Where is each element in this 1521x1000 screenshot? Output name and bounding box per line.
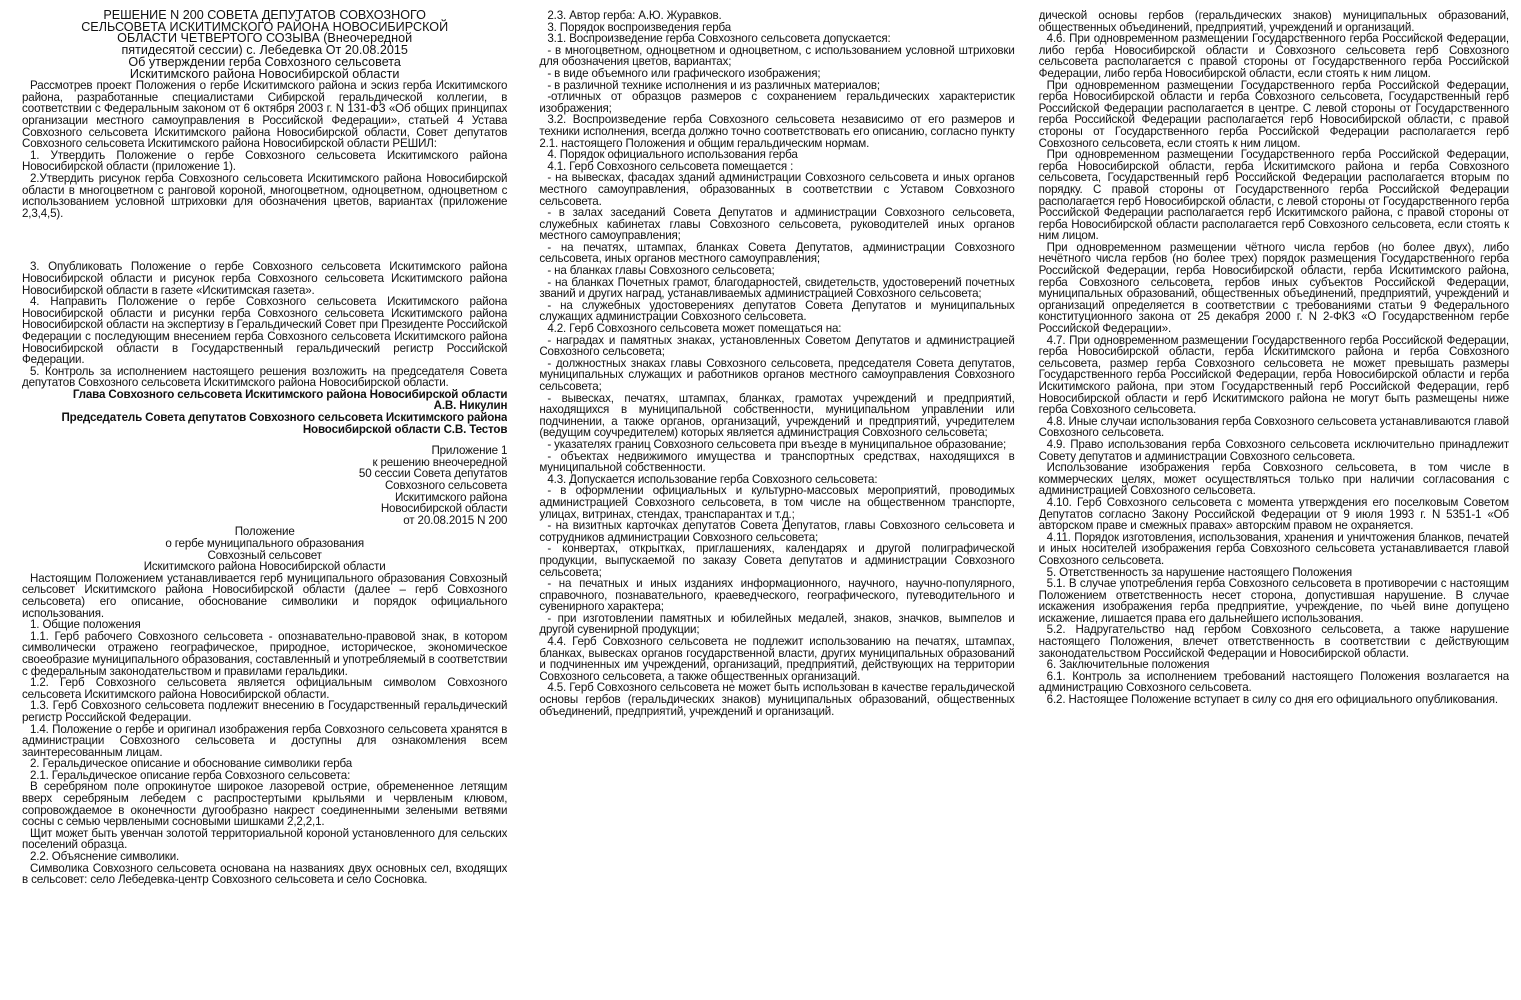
body-paragraph: 2.3. Автор герба: А.Ю. Журавков. <box>547 10 722 22</box>
column-1 <box>22 10 507 995</box>
body-paragraph: Щит может быть увенчан золотой территориальной короной установленного для сельских поселений образца. <box>22 826 508 852</box>
list-item: - в виде объемного или графического изображения; <box>547 66 821 80</box>
section-title: 1. Общие положения <box>30 618 141 632</box>
heading-line: пятидесятой сессии) с. Лебедевка От 20.08.2015 <box>121 43 408 58</box>
decision-item: 5. Контроль за исполнением настоящего решения возложить на председателя Совета депутатов Совхозного сельсовета Искитимского района Новосибирской области. <box>22 364 508 390</box>
appendix-line: от 20.08.2015 N 200 <box>403 513 508 527</box>
preamble: Рассмотрев проект Положения о гербе Искитимского района и эскиз герба Искитимского района, разработанные специалистами Сибирской геральдической коллегии, в соответствии с Федеральным законом от 6 октября 2003 г. N 131-ФЗ «Об общих принципах организации местного самоуправления в Российской Федерации», статьей 4 Устава Совхозного сельсовета Искитимского района Новосибирской области, Совет депутатов Совхозного сельсовета Искитимского района Новосибирской области РЕШИЛ: <box>22 79 508 151</box>
heading-line: СЕЛЬСОВЕТА ИСКИТИМСКОГО РАЙОНА НОВОСИБИРСКОЙ <box>81 19 449 34</box>
signature-line: А.В. Никулин <box>433 399 508 413</box>
list-item: - вывесках, печатях, штампах, бланках, грамотах учреждений и предприятий, находящихся в муниципальной собственности, муниципальном управлении или подчинении, а также органов, организаций, учреждений и предприятий, учредителем (ведущим соучредителем) которых является администрация Совхозного сельсовета; <box>539 391 1015 440</box>
heading-line: Искитимского района Новосибирской области <box>129 66 400 81</box>
body-paragraph: Настоящим Положением устанавливается герб муниципального образования Совхозный сельсовет Искитимского района Новосибирской области (далее – герб Совхозного сельсовета) его описание, обоснование символики и порядок официального использования. <box>22 571 508 620</box>
section-title: 6. Заключительные положения <box>1046 658 1210 672</box>
body-paragraph: 4.7. При одновременном размещении Государственного герба Российской Федерации, герба Новосибирской области, герба Искитимского района и герба Совхозного сельсовета, размер герба Совхозного сельсовета не может превышать размеры Государственного герба Российской Федерации, герба Новосибирской области и герба Искитимского района, при этом Государственный герб Российской Федерации, герб Новосибирской области и герб Искитимского района не могут быть размещены ниже герба Совхозного сельсовета. <box>1038 333 1509 417</box>
list-item: - в многоцветном, одноцветном и одноцветном, с использованием условной штриховки для обозначения цветов, вариантах; <box>539 43 1015 69</box>
signature-line: Новосибирской области С.В. Тестов <box>302 422 508 436</box>
document-heading <box>22 10 507 80</box>
appendix-line: Совхозного сельсовета <box>384 479 508 493</box>
body-paragraph: 4.8. Иные случаи использования герба Совхозного сельсовета устанавливаются главой Совхозного сельсовета. <box>1038 414 1509 440</box>
list-item: - на печатях, штампах, бланках Совета Депутатов, администрации Совхозного сельсовета, иных органов местного самоуправления; <box>539 240 1015 266</box>
body-paragraph: 3.1. Воспроизведение герба Совхозного сельсовета допускается: <box>547 32 891 46</box>
body-paragraph: При одновременном размещении Государственного герба Российской Федерации, герба Новосибирской области и герба Совхозного сельсовета, Государственный герб Российской Федерации располагается в центре. С левой стороны от Государственного герба Российской Федерации располагается герб Новосибирской области, с правой стороны от Государственного герба Российской Федерации располагается герб Совхозного сельсовета, если стоять к ним лицом. <box>1038 78 1509 150</box>
list-item: - в оформлении официальных и культурно-массовых мероприятий, проводимых администрацией Совхозного сельсовета, в том числе на общественном транспорте, улицах, витринах, стендах, транспарантах и т.д.; <box>539 484 1015 521</box>
body-paragraph: В серебряном поле опрокинутое широкое лазоревой острие, обремененное летящим вверх серебряным лебедем с распростертыми крыльями и червленым клювом, сопровождаемое в оконечности дугообразно накрест соединенными зелеными ветвями сосны с семью червлеными сосновыми шишками 2,2,2,1. <box>22 780 508 829</box>
decision-item: 1. Утвердить Положение о гербе Совхозного сельсовета Искитимского района Новосибирской области (приложение 1). <box>22 148 508 174</box>
body-paragraph: При одновременном размещении чётного числа гербов (но более двух), либо нечётного числа гербов (но более трех) порядок размещения Государственного герба Российской Федерации, герба Новосибирской области, герба Искитимского района, герба Совхозного сельсовета, гербов иных субъектов Российской Федерации, муниципальных образований, общественных объединений, предприятий, учреждений и организаций определяется в соответствии с требованиями статьи 9 Федерального конституционного закона от 25 декабря 2000 г. N 2-ФКЗ «О Государственном гербе Российской Федерации». <box>1038 240 1509 336</box>
list-item: - должностных знаках главы Совхозного сельсовета, председателя Совета депутатов, муниципальных служащих и работников органов местного самоуправления Совхозного сельсовета; <box>539 356 1015 393</box>
column-3 <box>1039 10 1509 995</box>
heading-line: ОБЛАСТИ ЧЕТВЕРТОГО СОЗЫВА (Внеочередной <box>117 31 413 46</box>
heading-line: Об утверждении герба Совхозного сельсовета <box>128 54 401 69</box>
list-item: - указателях границ Совхозного сельсовета при въезде в муниципальное образование; <box>547 437 1007 451</box>
list-item: - наградах и памятных знаках, установленных Советом Депутатов и администрацией Совхозного сельсовета; <box>539 333 1015 359</box>
body-paragraph: 6.1. Контроль за исполнением требований настоящего Положения возлагается на администрацию Совхозного сельсовета. <box>1038 669 1509 695</box>
body-paragraph: Символика Совхозного сельсовета основана на названиях двух основных сел, входящих в сельсовет: село Лебедевка-центр Совхозного сельсовета и село Сосновка. <box>22 861 508 887</box>
section-title: 2. Геральдическое описание и обоснование символики герба <box>30 757 353 771</box>
list-item: - конвертах, открытках, приглашениях, календарях и другой полиграфической продукции, выпускаемой по заказу Совета депутатов и администрации Совхозного сельсовета; <box>539 542 1015 579</box>
body-paragraph: 1.1. Герб рабочего Совхозного сельсовета - опознавательно-правовой знак, в котором символически отражено географическое, природное, историческое, экономическое своеобразие муниципального образования, составленный и употребляемый в соответствии с федеральным законодательством и правилами геральдики. <box>22 629 508 678</box>
section-title: 3. Порядок воспроизведения герба <box>547 20 732 34</box>
body-paragraph: Использование изображения герба Совхозного сельсовета, в том числе в коммерческих целях, может осуществляться только при наличии согласования с администрацией Совхозного сельсовета. <box>1038 461 1509 498</box>
body-paragraph: 5.2. Надругательство над гербом Совхозного сельсовета, а также нарушение настоящего Положения, влечет ответственность в соответствии с действующим законодательством Российской Федерации и Новосибирской области. <box>1038 623 1509 660</box>
appendix-line: Искитимского района <box>394 490 508 504</box>
regulation-title <box>22 526 507 572</box>
regulation-title-line: о гербе муниципального образования <box>165 537 364 550</box>
body-paragraph: 4.9. Право использования герба Совхозного сельсовета исключительно принадлежит Совету депутатов и администрации Совхозного сельсовета. <box>1038 437 1509 463</box>
decision-item: 3. Опубликовать Положение о гербе Совхозного сельсовета Искитимского района Новосибирской области и рисунок герба Совхозного сельсовета Искитимского района Новосибирской области в газете «Искитимская газета». <box>22 260 508 297</box>
section-title: 5. Ответственность за нарушение настоящего Положения <box>1046 565 1352 579</box>
body-paragraph: 4.5. Герб Совхозного сельсовета не может быть использован в качестве геральдической основы гербов (геральдических знаков) муниципальных образований, общественных объединений, предприятий, учреждений и организаций. <box>539 681 1015 718</box>
spacer <box>22 219 507 261</box>
body-paragraph: 4.2. Герб Совхозного сельсовета может помещаться на: <box>547 322 842 336</box>
body-paragraph: 6.2. Настоящее Положение вступает в силу со дня его официального опубликования. <box>1046 693 1498 707</box>
list-item: - на бланках главы Совхозного сельсовета; <box>547 264 775 278</box>
appendix-line: Приложение 1 <box>431 444 508 458</box>
body-paragraph: 1.4. Положение о гербе и оригинал изображения герба Совхозного сельсовета хранятся в администрации Совхозного сельсовета и доступны для ознакомления всем заинтересованным лицам. <box>22 722 508 759</box>
body-paragraph: 4.10. Герб Совхозного сельсовета с момента утверждения его поселковым Советом Депутатов согласно Закону Российской Федерации от 9 июля 1993 г. N 5351-1 «Об авторском праве и смежных правах» авторским правом не охраняется. <box>1038 495 1509 533</box>
body-paragraph: 4.3. Допускается использование герба Совхозного сельсовета: <box>547 472 878 486</box>
signature-line: Председатель Совета депутатов Совхозного сельсовета Искитимского района <box>61 411 508 425</box>
body-paragraph: 1.2. Герб Совхозного сельсовета является официальным символом Совхозного сельсовета Искитимского района Новосибирской области. <box>22 676 508 701</box>
regulation-title-line: Искитимского района Новосибирской области <box>143 560 386 574</box>
appendix-line: к решению внеочередной <box>372 455 508 469</box>
section-title: 4. Порядок официального использования герба <box>547 148 798 162</box>
body-paragraph: 4.4. Герб Совхозного сельсовета не подлежит использованию на печатях, штампах, бланках, вывесках органов государственной власти, других муниципальных образований и подчиненных им учреждений, организаций, предприятий, действующих на территории Совхозного сельсовета, а также общественных организаций. <box>539 635 1015 683</box>
list-item: - на печатных и иных изданиях информационного, научного, научно-популярного, справочного, познавательного, краеведческого, географического, путеводительного и сувенирного характера; <box>539 577 1015 614</box>
body-paragraph: 4.6. При одновременном размещении Государственного герба Российской Федерации, либо герба Новосибирской области и Совхозного сельсовета герб Совхозного сельсовета располагается с правой стороны от Государственного герба Российской Федерации, либо герба Новосибирской области, если стоять к ним лицом. <box>1038 32 1509 80</box>
signature-line: Глава Совхозного сельсовета Искитимского района Новосибирской области <box>72 387 508 401</box>
signatures <box>22 389 507 435</box>
heading-line: РЕШЕНИЕ N 200 СОВЕТА ДЕПУТАТОВ СОВХОЗНОГО <box>103 10 426 22</box>
column-2 <box>539 10 1014 995</box>
list-item: -отличных от образцов размеров с сохранением геральдических характеристик изображения; <box>539 90 1015 115</box>
decision-item: 2.Утвердить рисунок герба Совхозного сельсовета Искитимского района Новосибирской области в многоцветном с ранговой короной, многоцветном, одноцветном, одноцветном с использованием условной штриховки для обозначения цветов, вариантах (приложение 2,3,4,5). <box>22 171 508 220</box>
body-paragraph: 2.1. Геральдическое описание герба Совхозного сельсовета: <box>30 768 351 782</box>
list-item: - в различной технике исполнения и из различных материалов; <box>547 78 880 92</box>
list-item: - в залах заседаний Совета Депутатов и администрации Совхозного сельсовета, служебных кабинетах главы Совхозного сельсовета, руководителей иных органов местного самоуправления; <box>539 206 1015 243</box>
body-paragraph: 4.11. Порядок изготовления, использования, хранения и уничтожения бланков, печатей и иных носителей изображения герба Совхозного сельсовета устанавливается главой Совхозного сельсовета. <box>1038 530 1509 567</box>
body-paragraph: 4.1. Герб Совхозного сельсовета помещается : <box>547 159 794 173</box>
appendix-line: 50 сессии Совета депутатов <box>358 467 508 481</box>
appendix-line: Новосибирской области <box>380 502 508 516</box>
decision-item: 4. Направить Положение о гербе Совхозного сельсовета Искитимского района Новосибирской области и рисунки герба Совхозного сельсовета Искитимского района Новосибирской области на экспертизу в Геральдический Совет при Президенте Российской Федерации с последующим внесением герба Совхозного сельсовета Искитимского района Новосибирской области в Государственный геральдический регистр Российской Федерации. <box>22 295 508 367</box>
list-item: - на вывесках, фасадах зданий администрации Совхозного сельсовета и иных органов местного самоуправления, образованных в соответствии с Уставом Совхозного сельсовета. <box>539 171 1015 208</box>
list-item: - на бланках Почетных грамот, благодарностей, свидетельств, удостоверений почетных званий и других наград, устанавливаемых администрацией Совхозного сельсовета; <box>539 275 1015 301</box>
regulation-title-line: Положение <box>234 525 295 539</box>
body-paragraph: 3.2. Воспроизведение герба Совхозного сельсовета независимо от его размеров и техники исполнения, всегда должно точно соответствовать его описанию, согласно пункту 2.1. настоящего Положения и общим геральдическим нормам. <box>539 113 1015 150</box>
regulation-title-line: Совхозный сельсовет <box>207 548 322 562</box>
body-paragraph: 5.1. В случае употребления герба Совхозного сельсовета в противоречии с настоящим Положением ответственность несет сторона, допустившая нарушение. В случае искажения изображения герба предприятие, учреждение, по чьей вине допущено искажение, лишается права его дальнейшего использования. <box>1038 577 1509 625</box>
body-paragraph: При одновременном размещении Государственного герба Российской Федерации, герба Новосибирской области, герба Искитимского района и герба Совхозного сельсовета, Государственный герб Российской Федерации располагается вторым по порядку. С правой стороны от Государственного герба Российской Федерации располагается герб Новосибирской области, с левой стороны от Государственного герба Российской Федерации располагается герб Искитимского района, с правой стороны от герба Новосибирской области располагается герб Совхозного сельсовета, если стоять к ним лицом. <box>1038 148 1509 243</box>
appendix-header <box>22 445 507 526</box>
continued-paragraph: дической основы гербов (геральдических знаков) муниципальных образований, общественных объединений, предприятий, учреждений и организаций. <box>1038 10 1509 34</box>
list-item: - на визитных карточках депутатов Совета Депутатов, главы Совхозного сельсовета и сотрудников администрации Совхозного сельсовета; <box>539 519 1015 544</box>
list-item: - при изготовлении памятных и юбилейных медалей, знаков, значков, вымпелов и другой сувенирной продукции; <box>539 611 1015 637</box>
list-item: - на служебных удостоверениях депутатов Совета Депутатов и муниципальных служащих администрации Совхозного сельсовета. <box>539 298 1015 324</box>
body-paragraph: 2.2. Объяснение символики. <box>30 850 180 864</box>
body-paragraph: 1.3. Герб Совхозного сельсовета подлежит внесению в Государственный геральдический регистр Российской Федерации. <box>22 699 508 724</box>
list-item: - объектах недвижимого имущества и транспортных средствах, находящихся в муниципальной собственности. <box>539 449 1015 475</box>
